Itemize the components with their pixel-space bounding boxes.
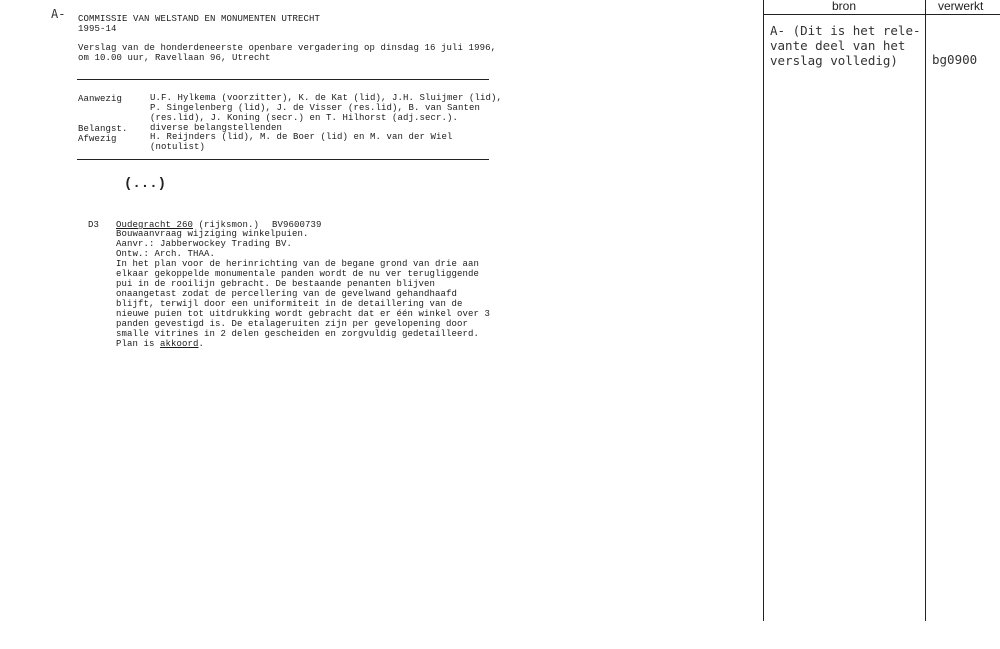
- absent-line: (notulist): [150, 142, 206, 152]
- header-divider: [77, 79, 489, 80]
- bron-note-line: A- (Dit is het rele-: [770, 23, 921, 38]
- present-line: U.F. Hylkema (voorzitter), K. de Kat (lid), J.H. Sluijmer (lid),: [150, 93, 503, 103]
- case-number: BV9600739: [272, 220, 322, 230]
- verwerkt-value: bg0900: [932, 52, 978, 67]
- verdict-line: [116, 339, 490, 349]
- interested-label: Belangst.: [78, 124, 128, 134]
- table-column-divider: [925, 0, 926, 621]
- verwerkt-column-header: verwerkt: [938, 0, 984, 13]
- table-header-divider: [763, 14, 1000, 15]
- item-line: Aanvr.: Jabberwockey Trading BV.: [116, 239, 293, 249]
- item-line: blijft, terwijl door een uniformiteit in de detaillering van de: [116, 299, 463, 309]
- item-line: elkaar gekoppelde monumentale panden wordt de nu ver terugliggende: [116, 269, 480, 279]
- report-title-line-2: om 10.00 uur, Ravellaan 96, Utrecht: [78, 53, 271, 63]
- bron-note-line: verslag volledig): [770, 53, 898, 68]
- present-label: Aanwezig: [78, 94, 123, 104]
- item-line: Bouwaanvraag wijziging winkelpuien.: [116, 229, 309, 239]
- table-left-border: [763, 0, 764, 621]
- present-line: (res.lid), J. Koning (secr.) en T. Hilhorst (adj.secr.).: [150, 113, 459, 123]
- verdict-suffix: .: [198, 339, 205, 349]
- item-line: smalle vitrines in 2 delen gescheiden en zorgvuldig gedetailleerd.: [116, 329, 480, 339]
- item-line: nieuwe puien tot uitdrukking wordt gebracht dat er één winkel over 3: [116, 309, 491, 319]
- document-code: 1995-14: [78, 24, 117, 34]
- absent-label: Afwezig: [78, 134, 117, 144]
- bron-column-header: bron: [832, 0, 857, 13]
- bron-note: [770, 23, 921, 68]
- present-list: [150, 93, 502, 123]
- item-line: In het plan voor de herinrichting van de begane grond van drie aan: [116, 259, 480, 269]
- verdict-prefix: Plan is: [116, 339, 161, 349]
- organization-name: COMMISSIE VAN WELSTAND EN MONUMENTEN UTRECHT: [78, 14, 321, 24]
- item-code: D3: [88, 220, 100, 230]
- item-line: panden gevestigd is. De etalageruiten zijn per gevelopening door: [116, 319, 469, 329]
- item-line: onaangetast zodat de percellering van de gevelwand gehandhaafd: [116, 289, 458, 299]
- item-line: pui in de rooilijn gebracht. De bestaande penanten blijven: [116, 279, 436, 289]
- item-line: Ontw.: Arch. THAA.: [116, 249, 216, 259]
- item-address-suffix: (rijksmon.): [193, 220, 260, 230]
- item-body: [116, 229, 490, 349]
- margin-mark: A-: [51, 7, 66, 21]
- bron-note-line: vante deel van het: [770, 38, 906, 53]
- report-title-line-1: Verslag van de honderdeneerste openbare vergadering op dinsdag 16 juli 1996,: [78, 43, 497, 53]
- absent-line: H. Reijnders (lid), M. de Boer (lid) en M. van der Wiel: [150, 132, 453, 142]
- item-address: Oudegracht 260: [116, 220, 194, 230]
- verdict-value: akkoord: [160, 339, 199, 349]
- ellipsis: (...): [124, 176, 167, 192]
- absent-list: [150, 132, 453, 152]
- interested-text: diverse belangstellenden: [150, 123, 283, 133]
- attendance-divider: [77, 159, 489, 160]
- present-line: P. Singelenberg (lid), J. de Visser (res.lid), B. van Santen: [150, 103, 481, 113]
